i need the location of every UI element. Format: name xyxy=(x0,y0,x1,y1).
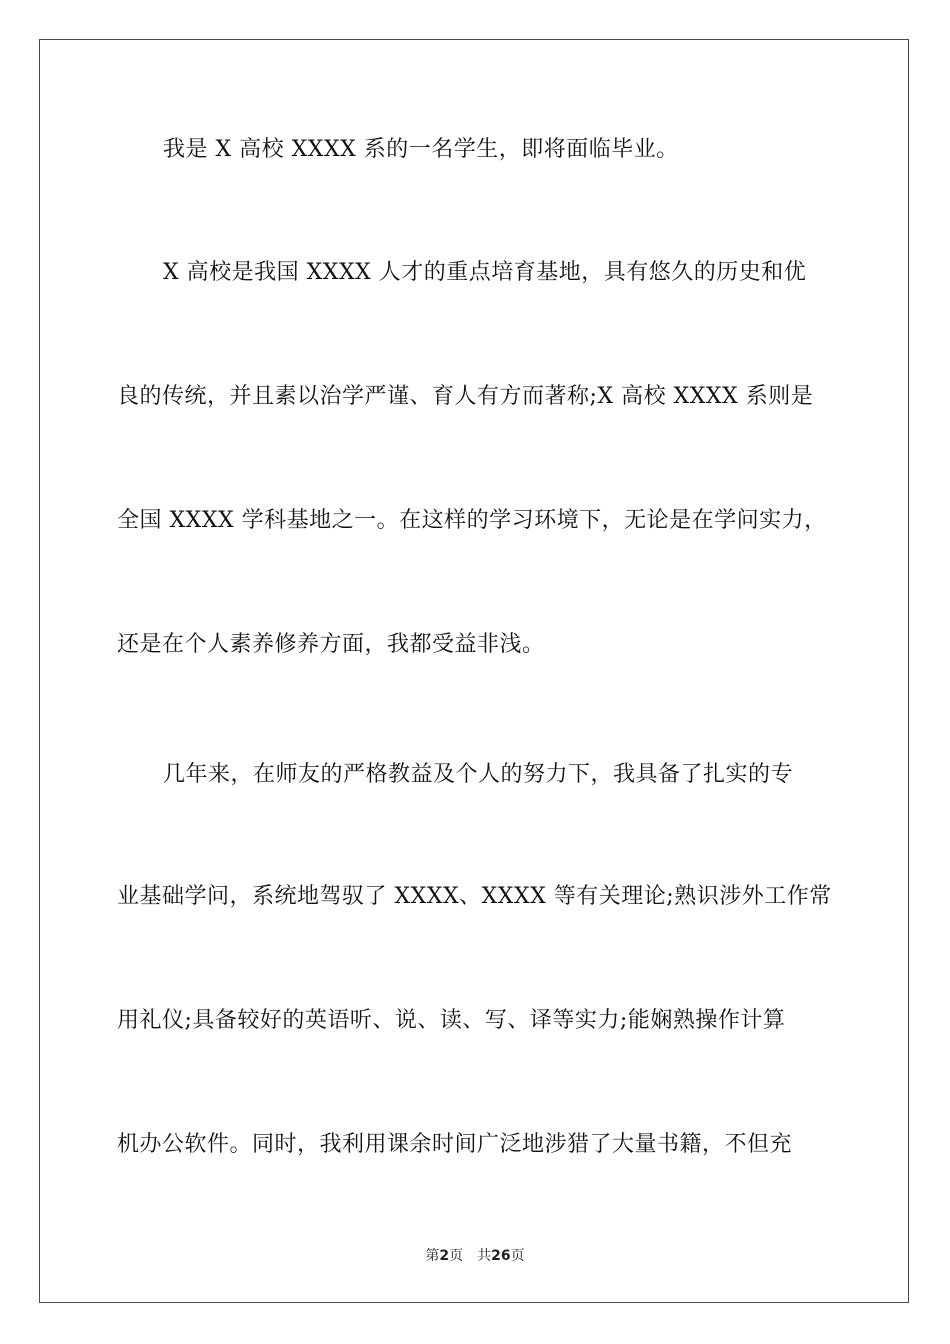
paragraph-3-line-1: 几年来，在师友的严格教益及个人的努力下，我具备了扎实的专 xyxy=(163,762,794,787)
page-frame xyxy=(39,39,909,1303)
paragraph-2-line-1: X 高校是我国 XXXX 人才的重点培育基地，具有悠久的历史和优 xyxy=(163,260,807,285)
footer-page-current: 2 xyxy=(439,1248,450,1264)
footer-page-total: 26 xyxy=(491,1248,511,1264)
paragraph-2-line-4: 还是在个人素养修养方面，我都受益非浅。 xyxy=(117,632,545,657)
paragraph-2-line-3: 全国 XXXX 学科基地之一。在这样的学习环境下，无论是在学问实力， xyxy=(117,508,827,533)
paragraph-1-line-1: 我是 X 高校 XXXX 系的一名学生，即将面临毕业。 xyxy=(163,137,679,162)
footer-total-suffix: 页 xyxy=(510,1248,525,1264)
footer-page-suffix: 页 xyxy=(449,1248,464,1264)
paragraph-3-line-3: 用礼仪;具备较好的英语听、说、读、写、译等实力;能娴熟操作计算 xyxy=(117,1008,786,1033)
paragraph-3-line-2: 业基础学问，系统地驾驭了 XXXX、XXXX 等有关理论;熟识涉外工作常 xyxy=(117,884,832,909)
footer-page-prefix: 第 xyxy=(425,1248,440,1264)
footer-total-prefix: 共 xyxy=(477,1248,492,1264)
paragraph-2-line-2: 良的传统，并且素以治学严谨、育人有方而著称;X 高校 XXXX 系则是 xyxy=(117,384,814,409)
page-footer xyxy=(0,1245,950,1265)
paragraph-3-line-4: 机办公软件。同时，我利用课余时间广泛地涉猎了大量书籍，不但充 xyxy=(117,1132,793,1157)
